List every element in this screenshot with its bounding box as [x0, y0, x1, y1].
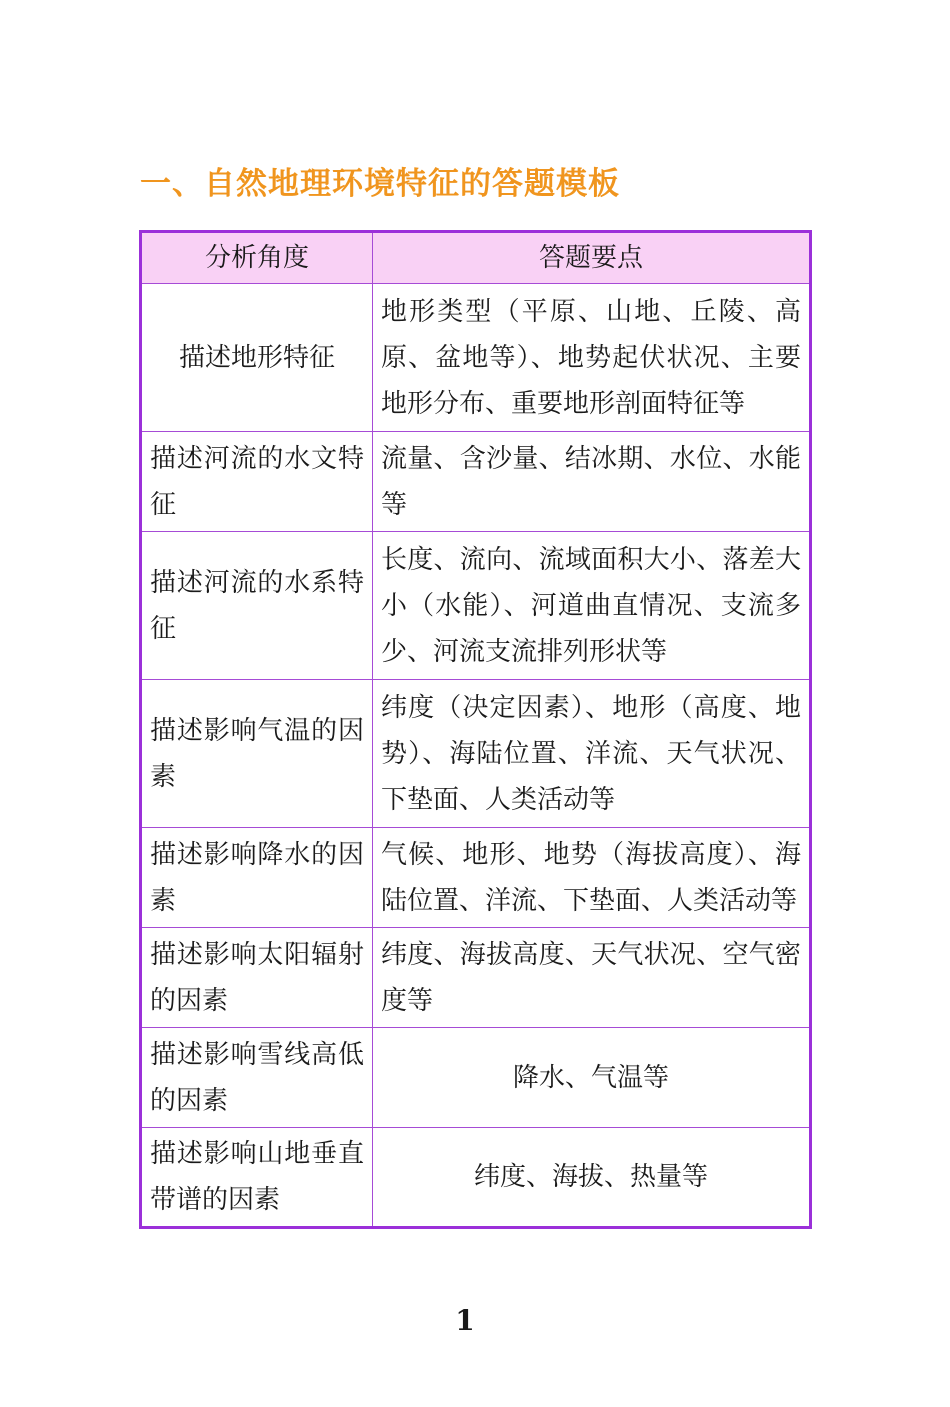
aspect-cell: 描述河流的水文特征 — [141, 432, 373, 532]
column-header-aspect: 分析角度 — [141, 232, 373, 284]
table-row — [141, 680, 811, 828]
points-cell: 流量、含沙量、结冰期、水位、水能等 — [373, 432, 811, 532]
points-cell: 地形类型（平原、山地、丘陵、高原、盆地等）、地势起伏状况、主要地形分布、重要地形剖面特征等 — [373, 284, 811, 432]
table-header-row — [141, 232, 811, 284]
answer-template-table — [139, 230, 812, 1229]
points-cell: 纬度（决定因素）、地形（高度、地势）、海陆位置、洋流、天气状况、下垫面、人类活动等 — [373, 680, 811, 828]
points-cell: 纬度、海拔、热量等 — [373, 1128, 811, 1228]
table-row — [141, 532, 811, 680]
table-row — [141, 432, 811, 532]
table-row — [141, 828, 811, 928]
table-row — [141, 1128, 811, 1228]
points-cell: 降水、气温等 — [373, 1028, 811, 1128]
column-header-points: 答题要点 — [373, 232, 811, 284]
table-row — [141, 1028, 811, 1128]
table-row — [141, 284, 811, 432]
points-cell: 长度、流向、流域面积大小、落差大小（水能）、河道曲直情况、支流多少、河流支流排列形状等 — [373, 532, 811, 680]
points-cell: 气候、地形、地势（海拔高度）、海陆位置、洋流、下垫面、人类活动等 — [373, 828, 811, 928]
aspect-cell: 描述影响气温的因素 — [141, 680, 373, 828]
page-title: 一、自然地理环境特征的答题模板 — [140, 166, 620, 202]
page-number: 1 — [455, 1304, 475, 1337]
aspect-cell: 描述影响山地垂直带谱的因素 — [141, 1128, 373, 1228]
aspect-cell: 描述影响太阳辐射的因素 — [141, 928, 373, 1028]
points-cell: 纬度、海拔高度、天气状况、空气密度等 — [373, 928, 811, 1028]
aspect-cell: 描述河流的水系特征 — [141, 532, 373, 680]
aspect-cell: 描述影响雪线高低的因素 — [141, 1028, 373, 1128]
aspect-cell: 描述地形特征 — [141, 284, 373, 432]
table-row — [141, 928, 811, 1028]
aspect-cell: 描述影响降水的因素 — [141, 828, 373, 928]
